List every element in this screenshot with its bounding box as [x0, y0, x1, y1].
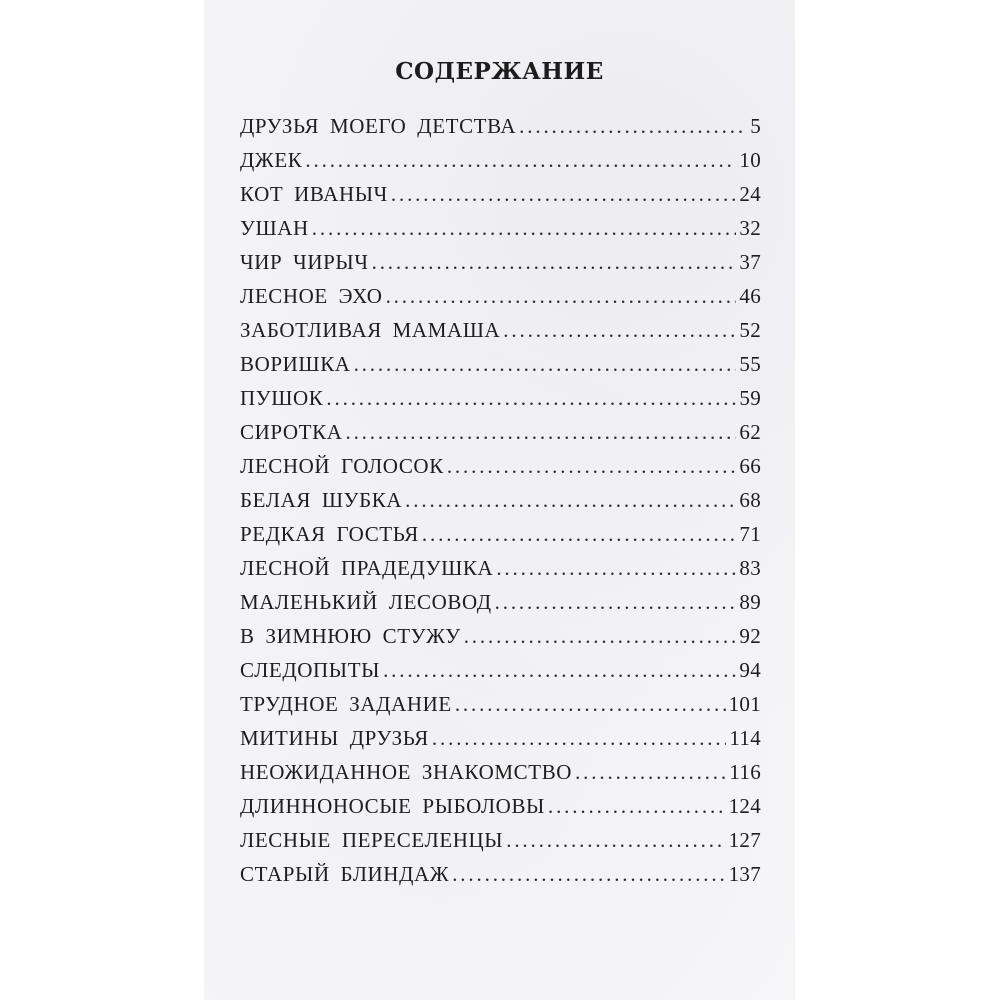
- toc-entry-page-number: 127: [728, 828, 761, 852]
- dot-leader: [345, 415, 736, 449]
- toc-entry-title: ДЛИННОНОСЫЕ РЫБОЛОВЫ: [240, 794, 545, 818]
- toc-entry-page-number: 62: [739, 420, 761, 444]
- toc-entry[interactable]: [240, 517, 761, 551]
- dot-leader: [383, 653, 736, 687]
- toc-entry-page-number: 66: [739, 454, 761, 478]
- toc-entry-page-number: 37: [739, 250, 761, 274]
- dot-leader: [447, 449, 737, 483]
- toc-entry-page-number: 83: [739, 556, 761, 580]
- dot-leader: [312, 211, 737, 245]
- dot-leader: [432, 721, 726, 755]
- toc-entry[interactable]: [240, 177, 761, 211]
- toc-entry[interactable]: [240, 653, 761, 687]
- toc-entry-page-number: 137: [728, 862, 761, 886]
- toc-entry[interactable]: [240, 483, 761, 517]
- toc-entry-page-number: 5: [750, 114, 761, 138]
- toc-entry[interactable]: [240, 347, 761, 381]
- toc-entry[interactable]: [240, 109, 761, 143]
- dot-leader: [386, 279, 737, 313]
- toc-entry-title: ЗАБОТЛИВАЯ МАМАША: [240, 318, 501, 342]
- toc-entry-title: В ЗИМНЮЮ СТУЖУ: [240, 624, 461, 648]
- toc-entry-page-number: 94: [739, 658, 761, 682]
- dot-leader: [305, 143, 736, 177]
- toc-entry-title: КОТ ИВАНЫЧ: [240, 182, 388, 206]
- toc-entry-title: НЕОЖИДАННОЕ ЗНАКОМСТВО: [240, 760, 573, 784]
- dot-leader: [464, 619, 737, 653]
- toc-entry-title: ПУШОК: [240, 386, 324, 410]
- toc-entry-page-number: 32: [739, 216, 761, 240]
- dot-leader: [455, 687, 726, 721]
- toc-entry-title: ЛЕСНОЙ ГОЛОСОК: [240, 454, 444, 478]
- dot-leader: [405, 483, 736, 517]
- toc-entry-page-number: 59: [739, 386, 761, 410]
- dot-leader: [422, 517, 737, 551]
- toc-entry[interactable]: [240, 823, 761, 857]
- toc-entry-page-number: 71: [739, 522, 761, 546]
- toc-entry-page-number: 46: [739, 284, 761, 308]
- dot-leader: [391, 177, 737, 211]
- toc-entry-page-number: 89: [739, 590, 761, 614]
- toc-entry-page-number: 24: [739, 182, 761, 206]
- toc-entry-page-number: 101: [728, 692, 761, 716]
- dot-leader: [495, 585, 737, 619]
- toc-entry-title: ДЖЕК: [240, 148, 303, 172]
- toc-entry[interactable]: [240, 585, 761, 619]
- toc-entry[interactable]: [240, 381, 761, 415]
- toc-entry-title: ТРУДНОЕ ЗАДАНИЕ: [240, 692, 452, 716]
- toc-entry-page-number: 52: [739, 318, 761, 342]
- page-title: СОДЕРЖАНИЕ: [395, 58, 604, 85]
- toc-entry-page-number: 55: [739, 352, 761, 376]
- book-page: [204, 0, 795, 1000]
- toc-entry[interactable]: [240, 313, 761, 347]
- toc-entry-page-number: 68: [739, 488, 761, 512]
- toc-entry-title: МИТИНЫ ДРУЗЬЯ: [240, 726, 429, 750]
- toc-entry-title: СИРОТКА: [240, 420, 343, 444]
- toc-entry[interactable]: [240, 789, 761, 823]
- toc-entry-title: ЛЕСНОЙ ПРАДЕДУШКА: [240, 556, 494, 580]
- dot-leader: [575, 755, 726, 789]
- toc-entry-title: ЧИР ЧИРЫЧ: [240, 250, 369, 274]
- dot-leader: [503, 313, 736, 347]
- dot-leader: [326, 381, 736, 415]
- dot-leader: [496, 551, 736, 585]
- dot-leader: [372, 245, 737, 279]
- toc-entry[interactable]: [240, 245, 761, 279]
- toc-entry-title: МАЛЕНЬКИЙ ЛЕСОВОД: [240, 590, 492, 614]
- toc-entry-title: ДРУЗЬЯ МОЕГО ДЕТСТВА: [240, 114, 517, 138]
- toc-entry[interactable]: [240, 857, 761, 891]
- toc-entry-title: УШАН: [240, 216, 309, 240]
- toc-entry[interactable]: [240, 211, 761, 245]
- toc-entry[interactable]: [240, 415, 761, 449]
- toc-entry-page-number: 114: [729, 726, 761, 750]
- dot-leader: [452, 857, 725, 891]
- toc-entry[interactable]: [240, 721, 761, 755]
- toc-entry[interactable]: [240, 143, 761, 177]
- dot-leader: [519, 109, 747, 143]
- dot-leader: [506, 823, 725, 857]
- toc-entry[interactable]: [240, 551, 761, 585]
- toc-entry-page-number: 92: [739, 624, 761, 648]
- toc-entry[interactable]: [240, 449, 761, 483]
- toc-entry-page-number: 124: [728, 794, 761, 818]
- toc-entry-title: ВОРИШКА: [240, 352, 351, 376]
- toc-entry-title: ЛЕСНОЕ ЭХО: [240, 284, 383, 308]
- toc-entry-title: БЕЛАЯ ШУБКА: [240, 488, 403, 512]
- dot-leader: [354, 347, 737, 381]
- toc-entry[interactable]: [240, 619, 761, 653]
- toc-entry[interactable]: [240, 279, 761, 313]
- toc-entry-title: ЛЕСНЫЕ ПЕРЕСЕЛЕНЦЫ: [240, 828, 504, 852]
- table-of-contents: [240, 109, 761, 891]
- toc-entry-title: РЕДКАЯ ГОСТЬЯ: [240, 522, 419, 546]
- toc-entry-page-number: 10: [739, 148, 761, 172]
- toc-entry[interactable]: [240, 755, 761, 789]
- toc-entry-title: СЛЕДОПЫТЫ: [240, 658, 381, 682]
- dot-leader: [548, 789, 726, 823]
- toc-entry[interactable]: [240, 687, 761, 721]
- toc-entry-page-number: 116: [729, 760, 761, 784]
- toc-entry-title: СТАРЫЙ БЛИНДАЖ: [240, 862, 450, 886]
